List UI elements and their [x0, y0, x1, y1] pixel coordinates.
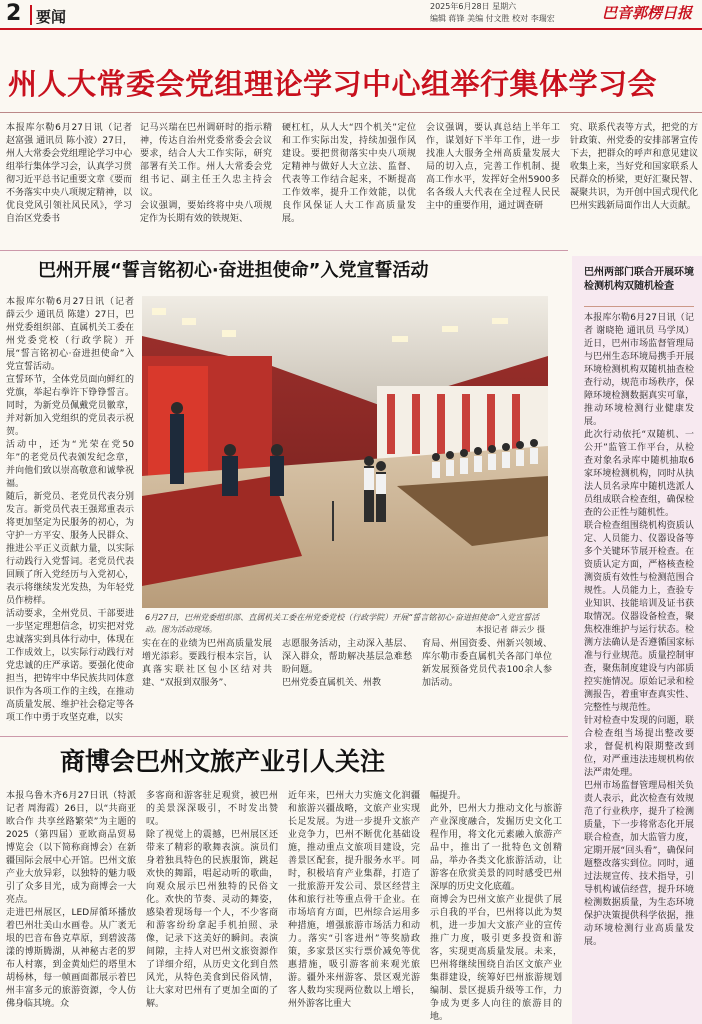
photo-caption	[145, 612, 545, 636]
photo-credit: 本报记者 薛云少 摄	[475, 625, 545, 634]
article-divider	[0, 250, 568, 251]
article2-bottom-col2: 志愿服务活动，主动深入基层、深入群众，帮助解决基层急难愁盼问题。 巴州党委直属机关、州教	[282, 639, 412, 688]
editorial-staff: 编辑 蒋锋 美编 付文胜 校对 李瑞宏	[430, 14, 555, 23]
page-number-divider	[30, 5, 32, 25]
oath-ceremony-photo	[142, 296, 548, 608]
newspaper-logo: 巴音郭楞日报	[602, 4, 693, 22]
article2-headline: 巴州开展“誓言铭初心·奋进担使命”入党宣誓活动	[38, 260, 429, 281]
article1-col5: 究、联系代表等方式，把党的方针政策、州党委的安排部署宣传下去，把群众的呼声和意见建议收集上来，当好党和国家联系人民群众的桥梁，更好汇聚民智、凝聚共识，为开创中国式现代化巴州实践新局面作出人大贡献。	[570, 123, 698, 211]
article1-col4: 会议强调，要认真总结上半年工作，谋划好下半年工作，进一步找准人大服务全州高质量发展大局的切入点，完善工作机制、提高工作水平，发挥好全州5900多名各级人大代表在全过程人民民主中的重要作用，通过调查研	[426, 123, 560, 211]
sidebar-text: 本报库尔勒6月27日讯（记者 谢晓艳 通讯员 马学凤）近日，巴州市场监督管理局与巴州生态环境局携手开展环境检测机构双随机抽查检查行动，规范市场秩序，保障环境检测数据真实可靠，推动环境检测行业健康发展。 此次行动依托“双随机、一公开”监管工作平台，从检查对象名录库中随机抽取6家环境检测机构，同时从执法人员名录库中随机选派人员组成联合检查组，确保检查的公正性与随机性。 联合检查组围绕机构资质认定、人员能力、仪器设备等多个关键环节展开检查。在资质认定方面，严格核查检测资质有效性与检测范围合规性。人员能力上，查验专业知识、技能培训及证书获取情况。仪器设备检查，聚焦校准维护与运行状态。检测方法确认是否遵循国家标准与行业规范。质量控制审查，聚焦制度建设与内部质控实施情况。原始记录和检测报告，着重审查真实性、完整性与规范性。 针对检查中发现的问题，联合检查组当场提出整改要求，督促机构限期整改到位，对严重违法违规机构依法严肃处理。 巴州市场监督管理局相关负责人表示，此次检查有效规范了行业秩序，提升了检测质量，下一步将常态化开展联合检查，加大监管力度，定期开展“回头看”，确保问题整改落实到位。同时，通过法规宣传、技术指导，引导机构诚信经营，提升环境检测数据质量，为生态环境保护决策提供科学依据，推动环境检测行业高质量发展。	[584, 313, 694, 947]
article1-col3: 硬杠杠，从人大“四个机关”定位和工作实际出发，持续加强作风建设。要把贯彻落实中央八项规定精神与做好人大立法、监督、代表等工作结合起来，不断提高工作效率，提升工作效能，以优良作风保证人大工作高质量发展。	[282, 123, 416, 224]
sidebar-headline: 巴州两部门联合开展环境检测机构双随机检查	[584, 267, 694, 292]
article3-col2: 多客商和游客驻足观赏，被巴州的美景深深吸引，不时发出赞叹。 除了视觉上的震撼，巴州展区还带来了精彩的歌舞表演。演员们身着独具特色的民族服饰，跳起欢快的舞蹈，唱起动听的歌曲，向观众展示巴州独特的民俗文化。欢快的节奏、灵动的舞姿，感染着现场每一个人，不少客商和游客纷纷拿起手机拍照、录像，记录下这美好的瞬间。表演间隙，主持人对巴州文旅资源作了详细介绍，从历史文化到自然风光，从特色美食到民俗风情，让大家对巴州有了更加全面的了解。	[146, 791, 278, 1009]
masthead-rule	[0, 28, 702, 30]
article2-main-text: 本报库尔勒6月27日讯（记者 薛云少 通讯员 陈建）27日，巴州党委组织部、直属机关工委在州党委党校（行政学院）开展“誓言铭初心·奋进担使命”入党宣誓活动。 宣誓环节，全体党员面向鲜红的党旗，举起右拳许下铮铮誓言。同时，为新党员佩戴党员徽章，并对新加入党组织的党员表示祝贺。 活动中，还为“光荣在党50年”的老党员代表颁发纪念章，并向他们致以崇高敬意和诚挚祝福。 随后，新党员、老党员代表分别发言。新党员代表王强郑重表示将更加坚定为民服务的初心，为守护一方平安、服务人民群众、推进公平正义贡献力量，以实际行动践行入党誓词。老党员代表回顾了所入党经历与入党初心，表示将继续发光发热，为年轻党员作榜样。 活动要求，全州党员、干部要进一步坚定理想信念，切实把对党忠诚落实到具体行动中，体现在工作成效上，以实际行动践行对党忠诚的庄严承诺。要强化使命担当，把铸牢中华民族共同体意识作为各项工作的主线，在推动高质量发展、维护社会稳定等各项工作中勇于攻坚克难，以实	[6, 297, 134, 723]
article3-col4: 幅提升。 此外，巴州大力推动文化与旅游产业深度融合，发掘历史文化工程作用，将文化元素融入旅游产品中，推出了一批特色文创精品，举办各类文化旅游活动，让游客在欣赏美景的同时感受巴州深厚的历史文化底蕴。 商博会为巴州文旅产业提供了展示自我的平台，巴州将以此为契机，进一步加大文旅产业的宣传推广力度，吸引更多投资和游客，实现更高质量发展。未来，巴州将继续围绕自治区文旅产业集群建设，统筹好巴州旅游规划编制、景区提质升级等工作，力争成为更多人向往的旅游目的地。	[430, 791, 562, 1022]
article1-headline: 州人大常委会党组理论学习中心组举行集体学习会	[8, 67, 658, 101]
article3-headline: 商博会巴州文旅产业引人关注	[60, 747, 386, 776]
photo-caption-text: 6月27日，巴州党委组织部、直属机关工委在州党委党校（行政学院）开展“誓言铭初心·奋进担使命”入党宣誓活动。图为活动现场。	[145, 613, 540, 634]
sidebar-rule	[584, 306, 694, 307]
photo-illustration	[142, 296, 548, 608]
headline-rule	[0, 112, 702, 113]
article3-col1: 本报乌鲁木齐6月27日讯（特派记者 周海霞）26日，以“共商亚欧合作 共享丝路繁荣”为主题的2025（第四届）亚欧商品贸易博览会（以下简称商博会）在新疆国际会展中心开馆。巴州文旅产业大放异彩，以独特的魅力吸引了众多目光，成为商博会一大亮点。 走进巴州展区，LED屏循环播放着巴州壮美山水画卷。从广袤无垠的巴音布鲁克草原，到碧波荡漾的博斯腾湖，从神秘古老的罗布人村寨，到金黄灿烂的塔里木胡杨林，每一帧画面都展示着巴州丰富多元的旅游资源，令人仿佛身临其境。众	[6, 791, 136, 1009]
page-number: 2	[6, 1, 22, 26]
article3-col3: 近年来，巴州大力实施文化润疆和旅游兴疆战略，文旅产业实现长足发展。为进一步提升文旅产业竞争力，巴州不断优化基础设施，推动重点文旅项目建设，完善景区配套，提升服务水平。同时，积极培育产业集群，打造了一批旅游开发公司、景区经营主体和旅行社等重点骨干企业。在市场培育方面，巴州综合运用多种措施，增强旅游市场活力和动力。落实“引客进州”等奖励政策，多家景区实行票价减免等优惠措施，吸引游客前来观光旅游。疆外来州游客、景区观光游客人数均实现两位数以上增长，州外游客比重大	[288, 791, 420, 1009]
article2-bottom-col1: 实在在的业绩为巴州高质量发展增光添彩。要践行根本宗旨，认真落实联社区包小区结对共建、“双报到双服务”、	[142, 639, 272, 688]
article-divider-2	[0, 736, 568, 737]
article2-bottom-col3: 育局、州国资委、州新兴领域、库尔勒市委直属机关各部门单位新发展预备党员代表100余人参加活动。	[422, 639, 552, 688]
section-title: 要闻	[36, 8, 67, 26]
article1-col1: 本报库尔勒6月27日讯（记者 赵富强 通讯员 陈小波）27日，州人大常委会党组理论学习中心组举行集体学习会，认真学习贯彻习近平总书记重要文章《要而不务落实中央八项规定精神，以优良党风引领社风民风》，学习自治区党委书	[6, 123, 132, 224]
issue-date: 2025年6月28日 星期六	[430, 2, 517, 11]
article1-col2: 记马兴瑞在巴州调研时的指示精神，传达自治州党委常委会会议要求，结合人大工作实际，研究部署有关工作。州人大常委会党组书记、副主任王久忠主持会议。 会议强调，要始终将中央八项规定作为长期有效的铁规矩、	[140, 123, 272, 224]
